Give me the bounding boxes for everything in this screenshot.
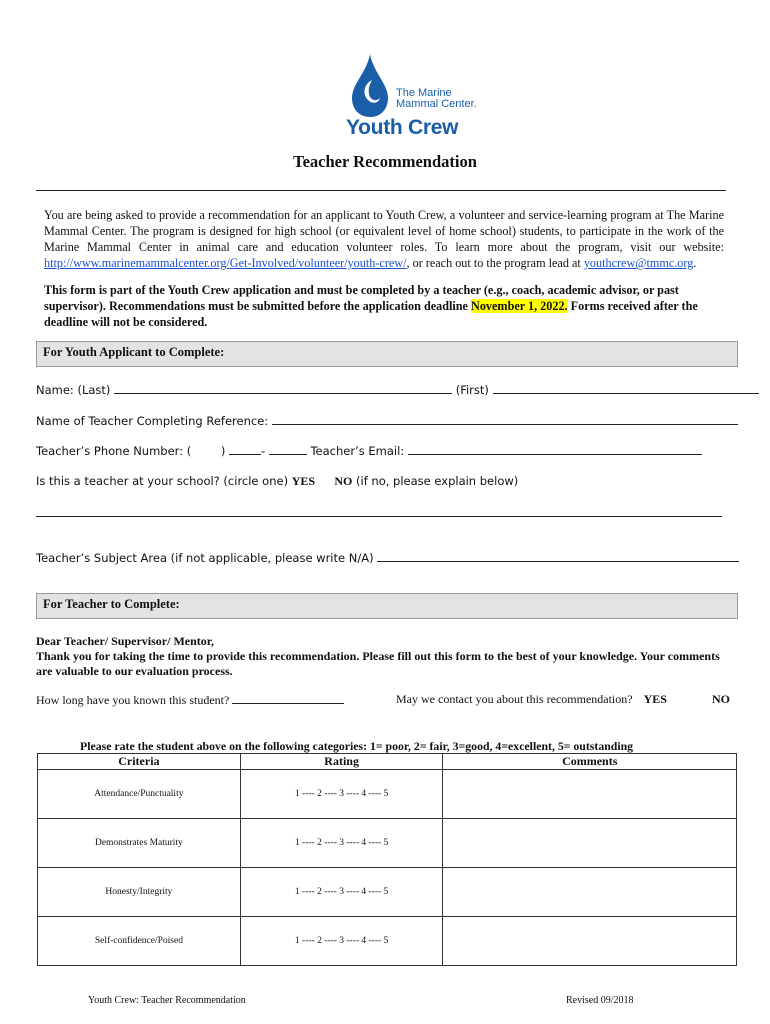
criteria-cell: Honesty/Integrity bbox=[38, 868, 241, 917]
teacher-section-header bbox=[36, 593, 738, 619]
intro-paragraph bbox=[44, 207, 724, 271]
phone-email-row bbox=[36, 443, 702, 458]
applicant-section-title: For Youth Applicant to Complete: bbox=[43, 345, 225, 359]
how-long-field[interactable] bbox=[232, 692, 344, 704]
school-question-label: Is this a teacher at your school? (circle one) bbox=[36, 474, 289, 488]
salutation: Dear Teacher/ Supervisor/ Mentor, bbox=[36, 634, 214, 648]
logo bbox=[344, 54, 484, 140]
subject-label: Teacher’s Subject Area (if not applicable, please write N/A) bbox=[36, 551, 374, 565]
rating-instructions: Please rate the student above on the following categories: 1= poor, 2= fair, 3=good, 4=excellent, 5= outstanding bbox=[80, 739, 634, 753]
phone-prefix-field[interactable] bbox=[229, 443, 261, 455]
explanation-field[interactable] bbox=[36, 516, 722, 517]
footer-left: Youth Crew: Teacher Recommendation bbox=[88, 995, 246, 1006]
notice-text: This form is part of the Youth Crew application and must be completed by a teacher (e.g., coach, academic advisor, or past supervisor). Recommendations must be submitted before the application deadline bbox=[44, 283, 679, 313]
last-name-label: Name: (Last) bbox=[36, 383, 111, 397]
table-row bbox=[38, 770, 737, 819]
first-name-label: (First) bbox=[455, 383, 489, 397]
contact-yes-option[interactable]: YES bbox=[643, 692, 667, 706]
name-row bbox=[36, 382, 759, 397]
intro-text-3: . bbox=[693, 256, 697, 270]
phone-paren: ) bbox=[220, 444, 226, 458]
applicant-section-header bbox=[36, 341, 738, 367]
comments-cell[interactable] bbox=[443, 819, 737, 868]
contact-question-label: May we contact you about this recommendation? bbox=[396, 692, 633, 706]
page-title: Teacher Recommendation bbox=[293, 152, 477, 171]
first-name-field[interactable] bbox=[493, 382, 759, 394]
contact-row bbox=[396, 692, 667, 707]
rating-scale[interactable]: 1 ---- 2 ---- 3 ---- 4 ---- 5 bbox=[240, 917, 443, 966]
subject-field[interactable] bbox=[377, 550, 739, 562]
school-question-row bbox=[36, 474, 518, 489]
comments-cell[interactable] bbox=[443, 868, 737, 917]
teacher-name-field[interactable] bbox=[272, 413, 738, 425]
phone-dash: - bbox=[261, 444, 266, 458]
criteria-cell: Self-confidence/Poised bbox=[38, 917, 241, 966]
rating-column-header: Rating bbox=[240, 754, 443, 770]
deadline-notice bbox=[44, 282, 724, 330]
title-divider bbox=[36, 190, 726, 191]
water-drop-icon bbox=[350, 54, 390, 118]
phone-line-field[interactable] bbox=[269, 443, 307, 455]
logo-program-name: Youth Crew bbox=[346, 116, 459, 139]
intro-text: You are being asked to provide a recommendation for an applicant to Youth Crew, a volunteer and service-learning program at The Marine Mammal Center. The program is designed for high school (or equivalent level of home school) students, to participate in the work of the Marine Mammal Center in animal care and education volunteer roles. To learn more about the program, visit our website: bbox=[44, 208, 724, 254]
contact-no-option[interactable]: NO bbox=[712, 692, 730, 706]
criteria-column-header: Criteria bbox=[38, 754, 241, 770]
logo-line-2: Mammal Center. bbox=[396, 98, 477, 110]
email-label: Teacher’s Email: bbox=[310, 444, 405, 458]
footer-right: Revised 09/2018 bbox=[566, 995, 634, 1006]
how-long-row bbox=[36, 692, 344, 708]
teacher-name-label: Name of Teacher Completing Reference: bbox=[36, 414, 269, 428]
intro-text-2: , or reach out to the program lead at bbox=[406, 256, 584, 270]
program-email-link[interactable]: youthcrew@tmmc.org bbox=[583, 256, 694, 270]
thank-you-text: Thank you for taking the time to provide this recommendation. Please fill out this form to the best of your knowledge. Your comments are valuable to our evaluation process. bbox=[36, 649, 720, 678]
table-row bbox=[38, 819, 737, 868]
rating-table bbox=[37, 753, 737, 966]
deadline-date: November 1, 2022. bbox=[471, 299, 568, 313]
logo-line-1: The Marine bbox=[396, 87, 452, 99]
last-name-field[interactable] bbox=[114, 382, 452, 394]
school-no-option[interactable]: NO bbox=[334, 474, 353, 488]
program-website-link[interactable]: http://www.marinemammalcenter.org/Get-Involved/volunteer/youth-crew/ bbox=[44, 256, 407, 270]
table-row bbox=[38, 868, 737, 917]
phone-label: Teacher’s Phone Number: ( bbox=[36, 444, 192, 458]
notice-text-2: Forms received after the deadline will not be considered. bbox=[44, 299, 698, 329]
explain-label: (if no, please explain below) bbox=[356, 474, 519, 488]
rating-scale[interactable]: 1 ---- 2 ---- 3 ---- 4 ---- 5 bbox=[240, 819, 443, 868]
rating-scale[interactable]: 1 ---- 2 ---- 3 ---- 4 ---- 5 bbox=[240, 770, 443, 819]
criteria-cell: Attendance/Punctuality bbox=[38, 770, 241, 819]
school-yes-option[interactable]: YES bbox=[291, 474, 316, 488]
subject-row bbox=[36, 550, 739, 565]
criteria-cell: Demonstrates Maturity bbox=[38, 819, 241, 868]
table-row bbox=[38, 917, 737, 966]
comments-cell[interactable] bbox=[443, 917, 737, 966]
rating-scale[interactable]: 1 ---- 2 ---- 3 ---- 4 ---- 5 bbox=[240, 868, 443, 917]
teacher-name-row bbox=[36, 413, 738, 428]
comments-cell[interactable] bbox=[443, 770, 737, 819]
how-long-label: How long have you known this student? bbox=[36, 693, 230, 707]
rating-table-header bbox=[38, 754, 737, 770]
teacher-section-title: For Teacher to Complete: bbox=[43, 597, 180, 611]
teacher-email-field[interactable] bbox=[408, 443, 702, 455]
comments-column-header: Comments bbox=[443, 754, 737, 770]
